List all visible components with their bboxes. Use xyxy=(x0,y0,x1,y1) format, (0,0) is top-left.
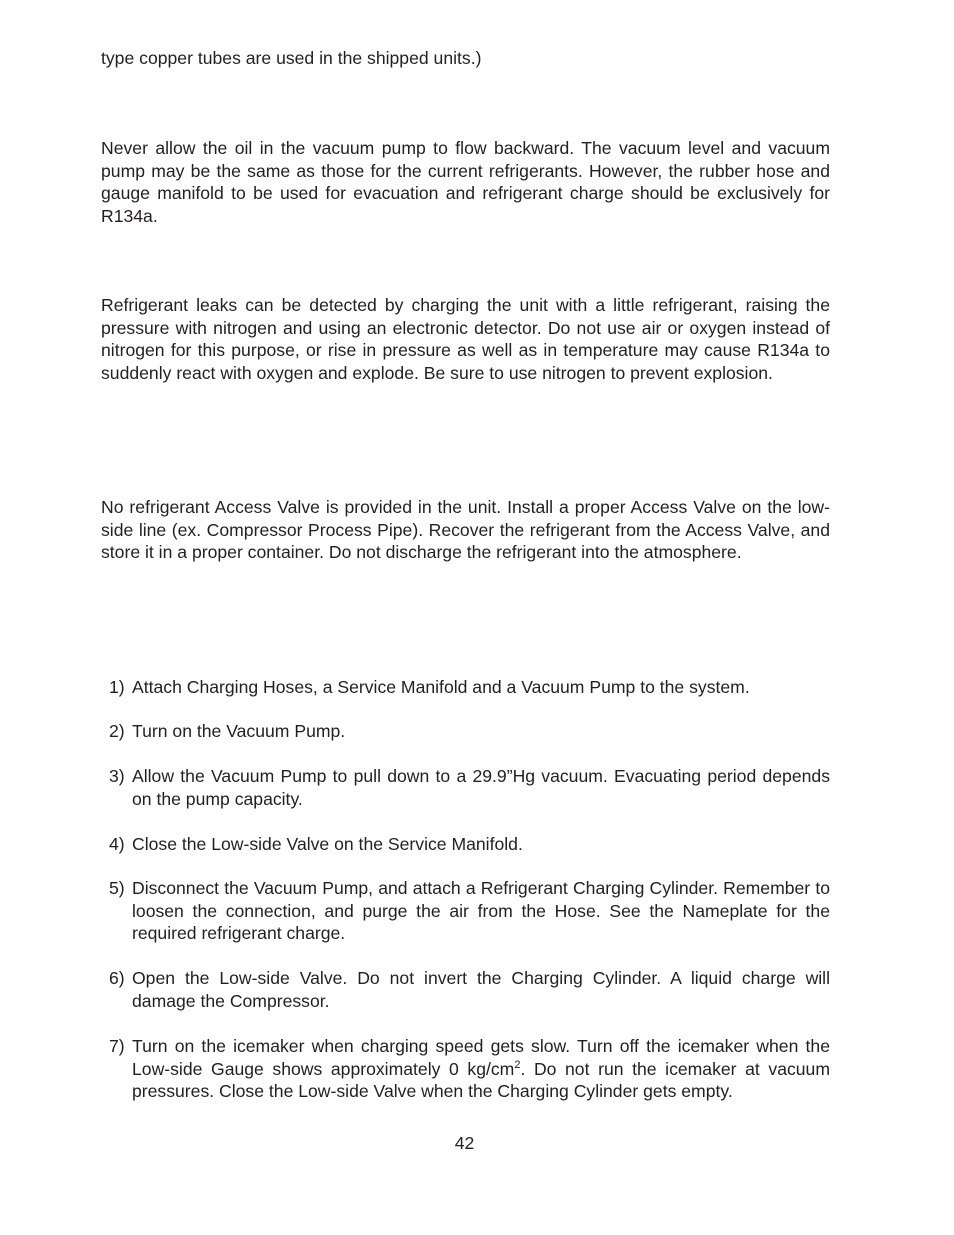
access-valve-paragraph: No refrigerant Access Valve is provided in the unit. Install a proper Access Valve on the low-side line (ex. Compressor Process Pipe). Recover the refrigerant from the Access Valve, and store it in a proper container. Do not discharge the refrigerant into the atmosphere. xyxy=(101,497,830,562)
step-6 xyxy=(109,967,830,1012)
leak-detection-paragraph: Refrigerant leaks can be detected by charging the unit with a little refrigerant, raising the pressure with nitrogen and using an electronic detector. Do not use air or oxygen instead of nitrogen for this purpose, or rise in pressure as well as in temperature may cause R134a to suddenly react with oxygen and explode. Be sure to use nitrogen to prevent explosion. xyxy=(101,295,830,383)
page-number: 42 xyxy=(454,1133,475,1153)
step-text xyxy=(132,1035,830,1103)
step-number: 6) xyxy=(109,968,125,988)
step-7 xyxy=(109,1035,830,1103)
vacuum-pump-paragraph: Never allow the oil in the vacuum pump to flow backward. The vacuum level and vacuum pump may be the same as those for the current refrigerants. However, the rubber hose and gauge manifold to be used for evacuation and refrigerant charge should be exclusively for R134a. xyxy=(101,138,830,226)
step-text: Allow the Vacuum Pump to pull down to a 29.9”Hg vacuum. Evacuating period depends on the pump capacity. xyxy=(132,766,830,809)
step-number: 5) xyxy=(109,878,125,898)
continuation-text: type copper tubes are used in the shipped units.) xyxy=(101,48,482,68)
step-text: Close the Low-side Valve on the Service Manifold. xyxy=(132,834,523,854)
step-text: Open the Low-side Valve. Do not invert the Charging Cylinder. A liquid charge will damage the Compressor. xyxy=(132,968,830,1011)
step-4 xyxy=(109,833,830,856)
step-2 xyxy=(109,720,830,743)
step-text: Attach Charging Hoses, a Service Manifold and a Vacuum Pump to the system. xyxy=(132,677,750,697)
step-number: 3) xyxy=(109,766,125,786)
step-1 xyxy=(109,676,830,699)
step-number: 4) xyxy=(109,834,125,854)
superscript: 2 xyxy=(514,1058,521,1071)
step-text: Disconnect the Vacuum Pump, and attach a Refrigerant Charging Cylinder. Remember to loosen the connection, and purge the air from the Hose. See the Nameplate for the required refrigerant charge. xyxy=(132,878,830,943)
step-text-after: . Do not run the icemaker at vacuum pressures. Close the Low-side Valve when the Charging Cylinder gets empty. xyxy=(132,1058,830,1101)
step-number: 2) xyxy=(109,721,125,741)
step-5 xyxy=(109,877,830,945)
step-text: Turn on the Vacuum Pump. xyxy=(132,721,346,741)
step-3 xyxy=(109,765,830,810)
step-number: 1) xyxy=(109,677,125,697)
step-text-before: Turn on the icemaker when charging speed gets slow. Turn off the icemaker when the Low-side Gauge shows approximately 0 kg/cm xyxy=(132,1036,830,1079)
step-number: 7) xyxy=(109,1036,125,1056)
